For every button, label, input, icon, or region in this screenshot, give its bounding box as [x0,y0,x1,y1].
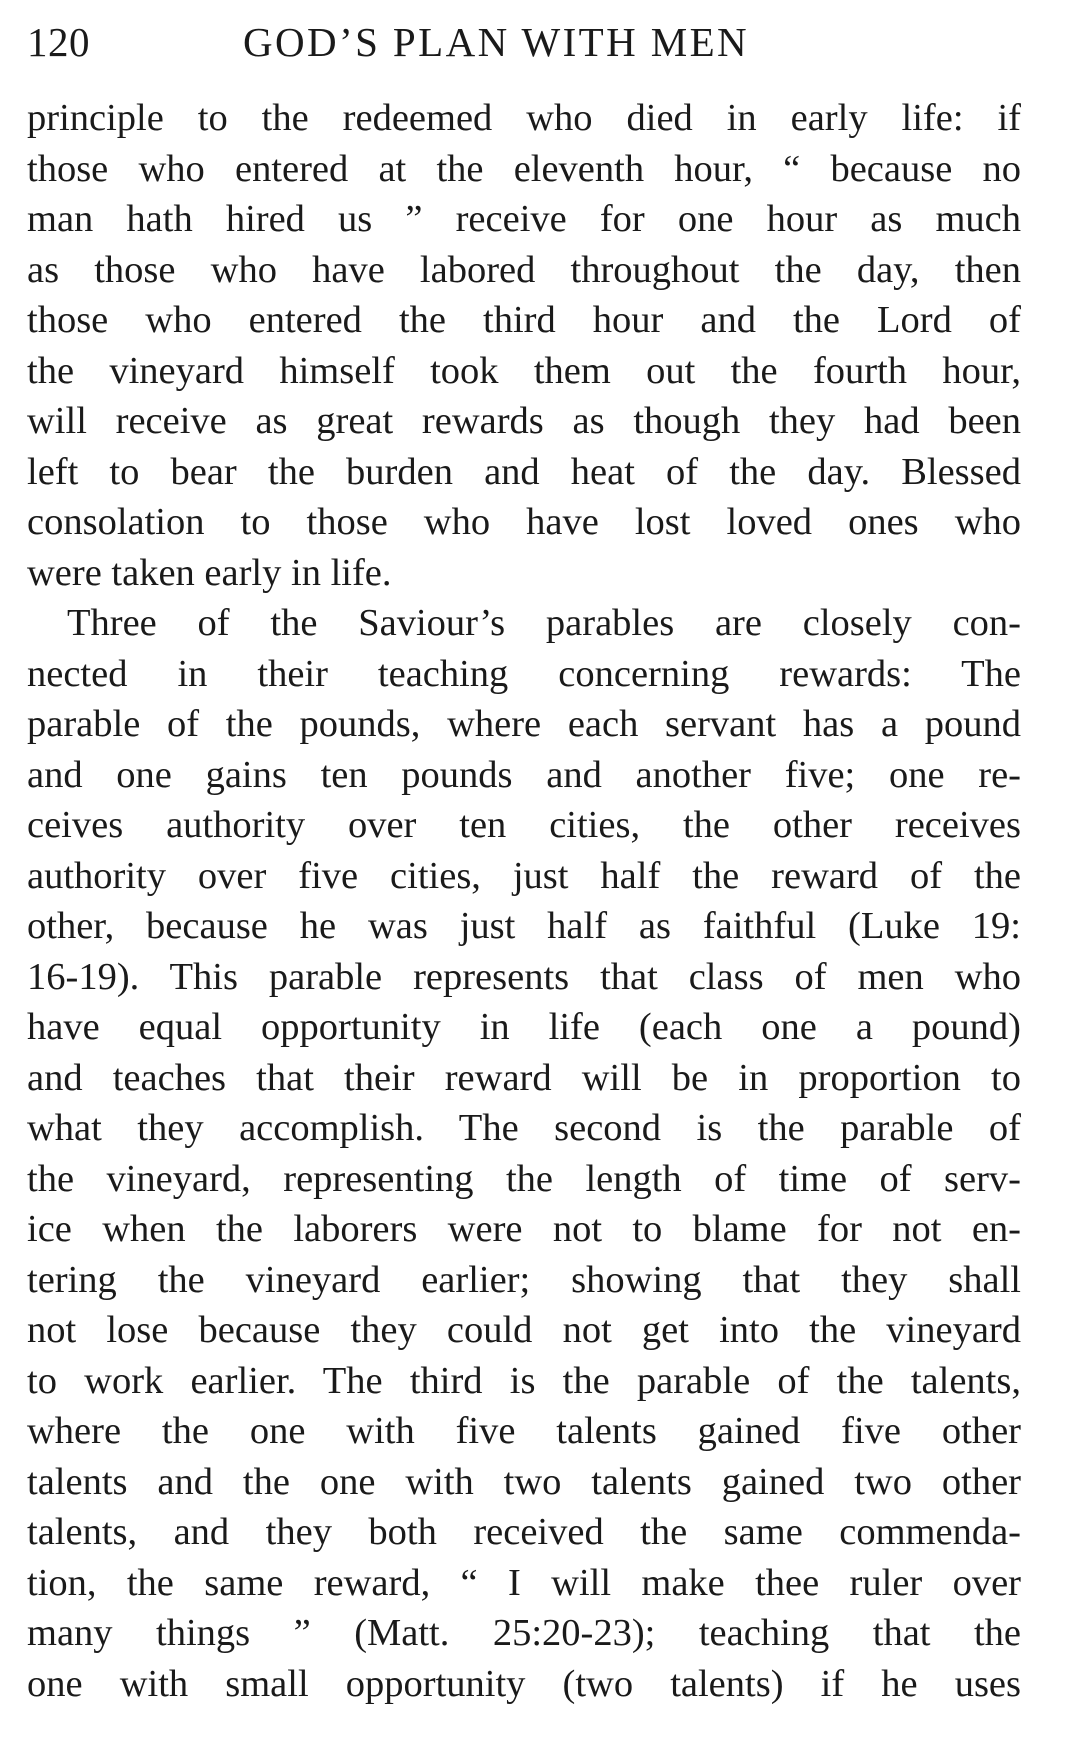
text-line: one with small opportunity (two talents) if he uses [27,1662,1021,1705]
paragraph-end-line: were taken early in life. [27,551,392,594]
text-line: those who entered at the eleventh hour, “ because no [27,147,1021,190]
text-line: as those who have labored throughout the day, then [27,248,1021,291]
text-line: consolation to those who have lost loved ones who [27,501,1021,543]
text-line: talents and the one with two talents gained two other [27,1460,1021,1503]
text-line: the vineyard, representing the length of time of serv- [27,1157,1021,1200]
text-line: tering the vineyard earlier; showing that they shall [27,1258,1021,1301]
paragraph-start-line: Three of the Saviour’s parables are closely con- [67,602,1021,644]
page-number: 120 [27,19,90,65]
running-head [27,14,1021,70]
text-line: not lose because they could not get into the vineyard [27,1309,1021,1351]
text-line: man hath hired us ” receive for one hour as much [27,198,1021,240]
text-line: nected in their teaching concerning rewards: The [27,652,1021,695]
text-line: authority over five cities, just half the reward of the [27,854,1021,897]
text-line: other, because he was just half as faithful (Luke 19: [27,905,1021,947]
text-line: and teaches that their reward will be in proportion to [27,1056,1021,1099]
text-line: to work earlier. The third is the parable of the talents, [27,1359,1021,1402]
text-line: what they accomplish. The second is the parable of [27,1107,1021,1149]
text-line: tion, the same reward, “ I will make thee ruler over [27,1561,1021,1604]
text-line: those who entered the third hour and the Lord of [27,299,1021,341]
text-line: the vineyard himself took them out the fourth hour, [27,349,1021,392]
text-line: where the one with five talents gained five other [27,1410,1021,1452]
text-line: talents, and they both received the same commenda- [27,1511,1021,1553]
text-line: 16-19). This parable represents that class of men who [27,955,1021,998]
text-line: will receive as great rewards as though they had been [27,400,1021,442]
body-text [27,93,1021,1709]
text-line: ceives authority over ten cities, the other receives [27,804,1021,846]
text-line: left to bear the burden and heat of the day. Blessed [27,450,1021,493]
text-line: many things ” (Matt. 25:20-23); teaching that the [27,1612,1021,1654]
text-line: and one gains ten pounds and another five; one re- [27,753,1021,796]
text-line: ice when the laborers were not to blame for not en- [27,1208,1021,1250]
text-line: principle to the redeemed who died in early life: if [27,97,1021,139]
running-title: GOD’S PLAN WITH MEN [243,19,750,65]
text-line: have equal opportunity in life (each one a pound) [27,1006,1021,1048]
text-line: parable of the pounds, where each servant has a pound [27,703,1021,745]
